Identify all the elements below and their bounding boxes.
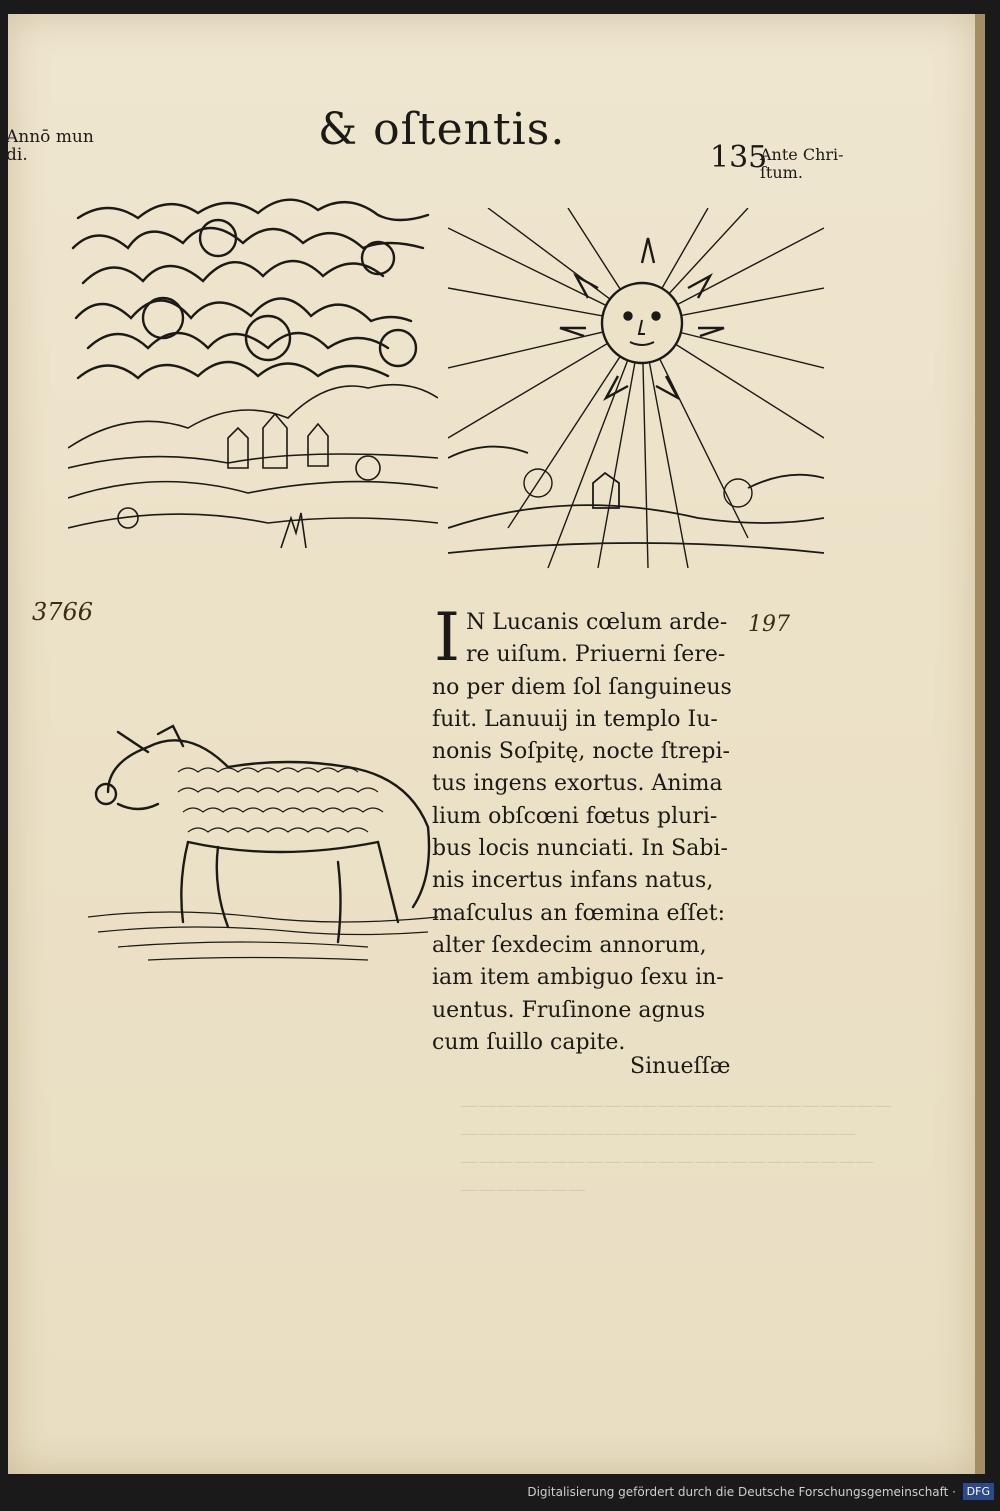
body-line: nonis Soſpitę, nocte ſtrepi- [432, 739, 730, 765]
body-line: tus ingens exortus. Anima [432, 771, 723, 797]
body-line: alter ſexdecim annorum, [432, 932, 707, 958]
body-line: cum ſuillo capite. [432, 1029, 626, 1055]
body-line: lium obſcœni fœtus pluri- [432, 803, 718, 829]
show-through-text: ———————————————————————— —————————————————————— ——————————————————————— ——————— [460, 1095, 892, 1200]
woodcut-blood-sun-icon [448, 208, 824, 580]
body-line: bus locis nunciati. In Sabi- [432, 836, 728, 862]
body-line: no per diem ſol ſanguineus [432, 674, 732, 700]
page-number: 135 [710, 140, 768, 175]
body-text [432, 599, 762, 1059]
running-title: & oſtentis. [318, 104, 566, 155]
body-line: iam item ambiguo ſexu in- [432, 965, 724, 991]
margin-note-right: Ante Chri- ſtum. [760, 145, 844, 182]
dfg-logo[interactable]: DFG [963, 1483, 994, 1500]
body-line: maſculus an fœmina eſſet: [432, 900, 726, 926]
drop-cap: I [434, 599, 461, 676]
margin-note-left: Annō mun di. [6, 127, 94, 165]
funding-credit: Digitalisierung gefördert durch die Deutsche Forschungsgemeinschaft · [527, 1485, 956, 1499]
woodcut-burning-sky-icon [68, 198, 438, 566]
body-line: N Lucanis cœlum arde- [466, 610, 728, 635]
page-edge [975, 14, 985, 1474]
body-line: fuit. Lanuuij in templo Iu- [432, 706, 718, 732]
woodcut-pig-headed-lamb-icon [88, 722, 438, 972]
catchword: Sinueſſæ [630, 1054, 731, 1079]
body-line: nis incertus infans natus, [432, 868, 714, 894]
body-line: uentus. Fruſinone agnus [432, 997, 706, 1023]
body-line: re uiſum. Priuerni ſere- [466, 642, 726, 668]
manuscript-year-annotation: 3766 [32, 598, 94, 626]
manuscript-margin-number: 197 [748, 612, 790, 637]
